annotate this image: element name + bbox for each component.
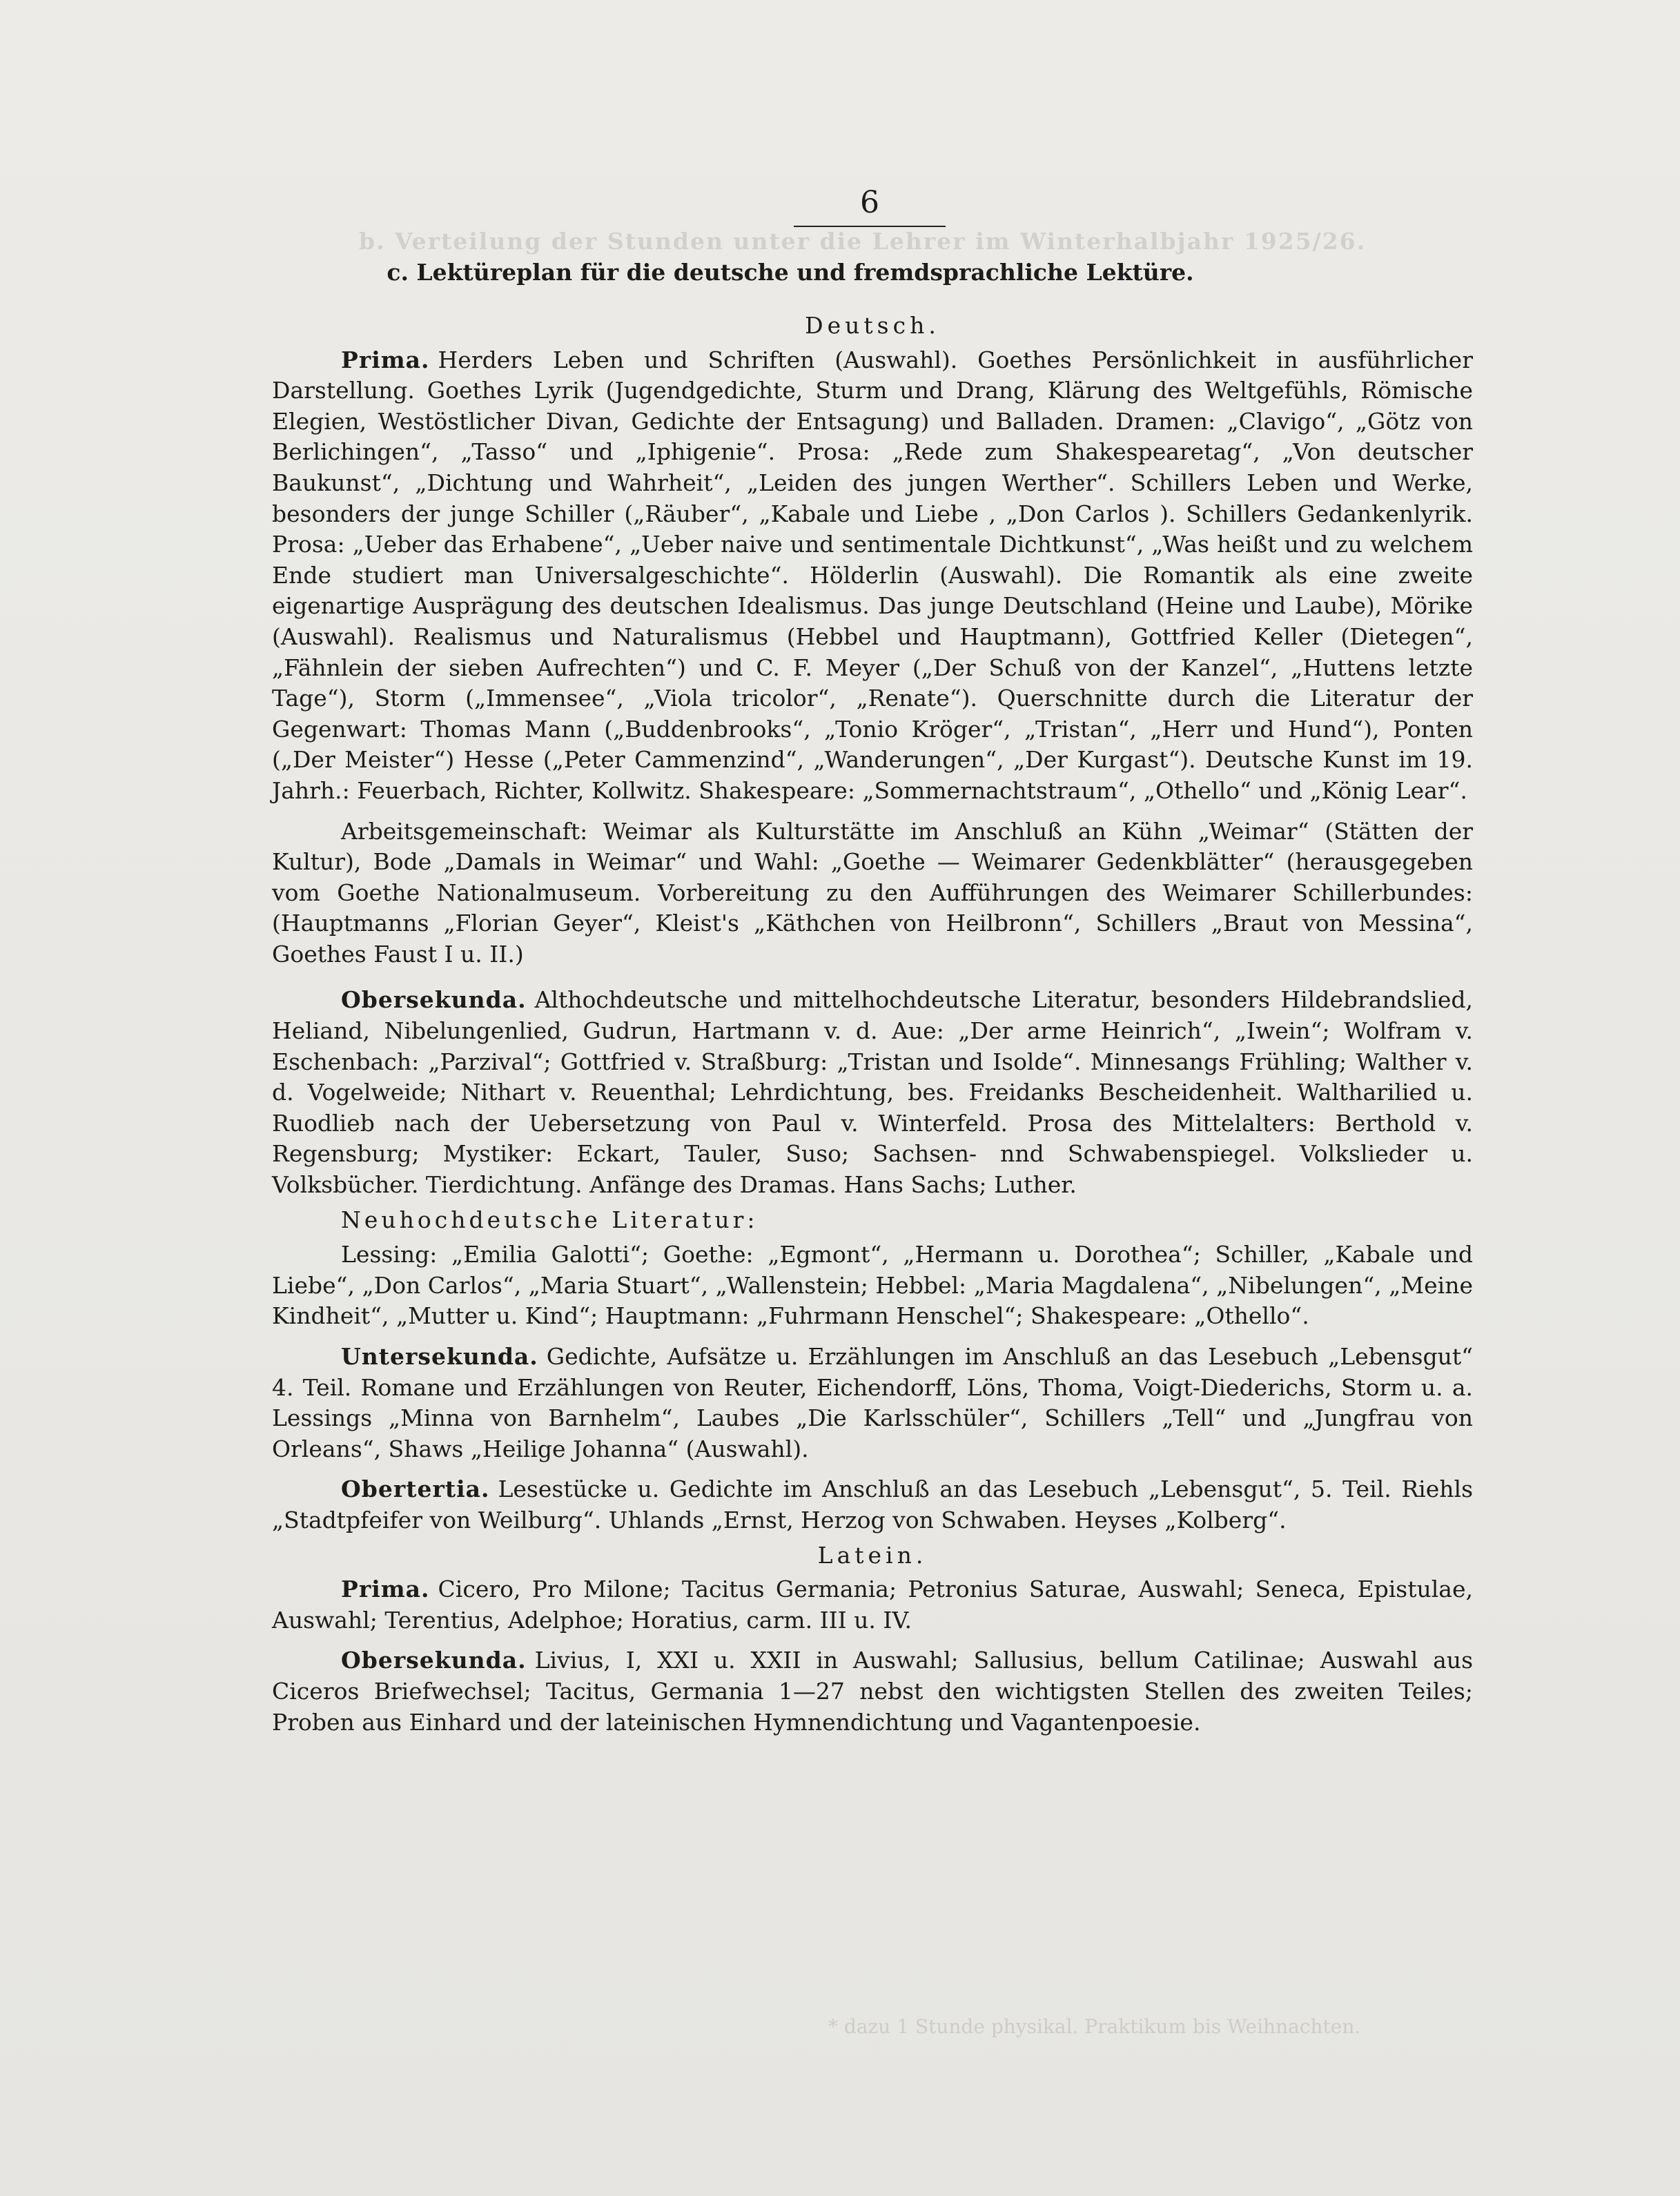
deutsch-untersekunda-paragraph bbox=[272, 1342, 1473, 1464]
neuhochdeutsche-literatur-text: Lessing: „Emilia Galotti“; Goethe: „Egmont“, „Hermann u. Dorothea“; Schiller, „Kabale und Liebe“, „Don Carlos“, „Maria Stuart“, „Wallenstein; Hebbel: „Maria Magdalena“, „Nibelungen“, „Meine Kindheit“, „Mutter u. Kind“; Hauptmann: „Fuhrmann Henschel“; Shakespeare: „Othello“. bbox=[272, 1241, 1473, 1330]
deutsch-prima-paragraph bbox=[272, 345, 1473, 807]
deutsch-obersekunda-text: Althochdeutsche und mittelhochdeutsche Literatur, besonders Hildebrandslied, Heliand, Nibelungenlied, Gudrun, Hartmann v. d. Aue: „Der arme Heinrich“, „Iwein“; Wolfram v. Eschenbach: „Parzival“; Gottfried v. Straßburg: „Tristan und Isolde“. Minnesangs Frühling; Walther v. d. Vogelweide; Nithart v. Reuenthal; Lehrdichtung, bes. Freidanks Bescheidenheit. Waltharilied u. Ruodlieb nach der Uebersetzung von Paul v. Winterfeld. Prosa des Mittelalters: Berthold v. Regensburg; Mystiker: Eckart, Tauler, Suso; Sachsen- nnd Schwabenspiegel. Volkslieder u. Volksbücher. Tierdichtung. Anfänge des Dramas. Hans Sachs; Luther. bbox=[272, 986, 1473, 1199]
class-label-latein-prima: Prima. bbox=[341, 1576, 430, 1603]
latein-prima-text: Cicero, Pro Milone; Tacitus Germania; Petronius Saturae, Auswahl; Seneca, Epistulae, Auswahl; Terentius, Adelphoe; Horatius, carm. III u. IV. bbox=[272, 1576, 1473, 1634]
neuhochdeutsche-literatur-heading: Neuhochdeutsche Literatur: bbox=[341, 1206, 759, 1233]
latein-obersekunda-paragraph bbox=[272, 1645, 1473, 1738]
class-label-obersekunda: Obersekunda. bbox=[341, 986, 527, 1014]
section-heading-latein: Latein. bbox=[817, 1541, 928, 1569]
arbeitsgemeinschaft-text: Arbeitsgemeinschaft: Weimar als Kulturstätte im Anschluß an Kühn „Weimar“ (Stätten der Kultur), Bode „Damals in Weimar“ und Wahl: „Goethe — Weimarer Gedenkblätter“ (herausgegeben vom Goethe Nationalmuseum. Vorbereitung zu den Aufführungen des Weimarer Schillerbundes: (Hauptmanns „Florian Geyer“, Kleist's „Käthchen von Heilbronn“, Schillers „Braut von Messina“, Goethes Faust I u. II.) bbox=[272, 817, 1473, 968]
class-label-obertertia: Obertertia. bbox=[341, 1476, 490, 1503]
deutsch-prima-text: Herders Leben und Schriften (Auswahl). Goethes Persönlichkeit in ausführlicher Darstellung. Goethes Lyrik (Jugendgedichte, Sturm und Drang, Klärung des Weltgefühls, Römische Elegien, Westöstlicher Divan, Gedichte der Entsagung) und Balladen. Dramen: „Clavigo“, „Götz von Berlichingen“, „Tasso“ und „Iphigenie“. Prosa: „Rede zum Shakespearetag“, „Von deutscher Baukunst“, „Dichtung und Wahrheit“, „Leiden des jungen Werther“. Schillers Leben und Werke, besonders der junge Schiller („Räuber“, „Kabale und Liebe , „Don Carlos ). Schillers Gedankenlyrik. Prosa: „Ueber das Erhabene“, „Ueber naive und sentimentale Dichtkunst“, „Was heißt und zu welchem Ende studiert man Universalgeschichte“. Hölderlin (Auswahl). Die Romantik als eine zweite eigenartige Ausprägung des deutschen Idealismus. Das junge Deutschland (Heine und Laube), Mörike (Auswahl). Realismus und Naturalismus (Hebbel und Hauptmann), Gottfried Keller (Dietegen“, „Fähnlein der sieben Aufrechten“) und C. F. Meyer („Der Schuß von der Kanzel“, „Huttens letzte Tage“), Storm („Immensee“, „Viola tricolor“, „Renate“). Querschnitte durch die Literatur der Gegenwart: Thomas Mann („Buddenbrooks“, „Tonio Kröger“, „Tristan“, „Herr und Hund“), Ponten („Der Meister“) Hesse („Peter Cammenzind“, „Wanderungen“, „Der Kurgast“). Deutsche Kunst im 19. Jahrh.: Feuerbach, Richter, Kollwitz. Shakespeare: „Sommernachtstraum“, „Othello“ und „König Lear“. bbox=[272, 346, 1473, 804]
class-label-latein-obersekunda: Obersekunda. bbox=[341, 1647, 527, 1674]
latein-obersekunda-text: Livius, I, XXI u. XXII in Auswahl; Sallusius, bellum Catilinae; Auswahl aus Ciceros Briefwechsel; Tacitus, Germania 1—27 nebst den wichtigsten Stellen des zweiten Teiles; Proben aus Einhard und der lateinischen Hymnendichtung und Vagantenpoesie. bbox=[272, 1647, 1473, 1736]
deutsch-obertertia-paragraph bbox=[272, 1474, 1473, 1536]
latein-prima-paragraph bbox=[272, 1574, 1473, 1636]
bleed-through-footnote: * dazu 1 Stunde physikal. Praktikum bis Weihnachten. bbox=[828, 2015, 1361, 2038]
page-title: c. Lektüreplan für die deutsche und fremdsprachliche Lektüre. bbox=[387, 259, 1194, 286]
neuhochdeutsche-literatur-paragraph bbox=[272, 1239, 1473, 1332]
bleed-through-heading: b. Verteilung der Stunden unter die Lehrer im Winterhalbjahr 1925/26. bbox=[359, 228, 1367, 255]
class-label-prima: Prima. bbox=[341, 346, 430, 373]
deutsch-obertertia-text: Lesestücke u. Gedichte im Anschluß an das Lesebuch „Lebensgut“, 5. Teil. Riehls „Stadtpfeifer von Weilburg“. Uhlands „Ernst, Herzog von Schwaben. Heyses „Kolberg“. bbox=[272, 1476, 1473, 1533]
section-heading-deutsch: Deutsch. bbox=[805, 312, 940, 339]
page-number: 6 bbox=[794, 185, 946, 227]
deutsch-obersekunda-paragraph bbox=[272, 985, 1473, 1200]
arbeitsgemeinschaft-paragraph bbox=[272, 816, 1473, 970]
reading-plan-body bbox=[272, 311, 1473, 1747]
deutsch-untersekunda-text: Gedichte, Aufsätze u. Erzählungen im Anschluß an das Lesebuch „Lebensgut“ 4. Teil. Romane und Erzählungen von Reuter, Eichendorff, Löns, Thoma, Voigt-Diederichs, Storm u. a. Lessings „Minna von Barnhelm“, Laubes „Die Karlsschüler“, Schillers „Tell“ und „Jungfrau von Orleans“, Shaws „Heilige Johanna“ (Auswahl). bbox=[272, 1343, 1473, 1462]
class-label-untersekunda: Untersekunda. bbox=[341, 1343, 538, 1370]
